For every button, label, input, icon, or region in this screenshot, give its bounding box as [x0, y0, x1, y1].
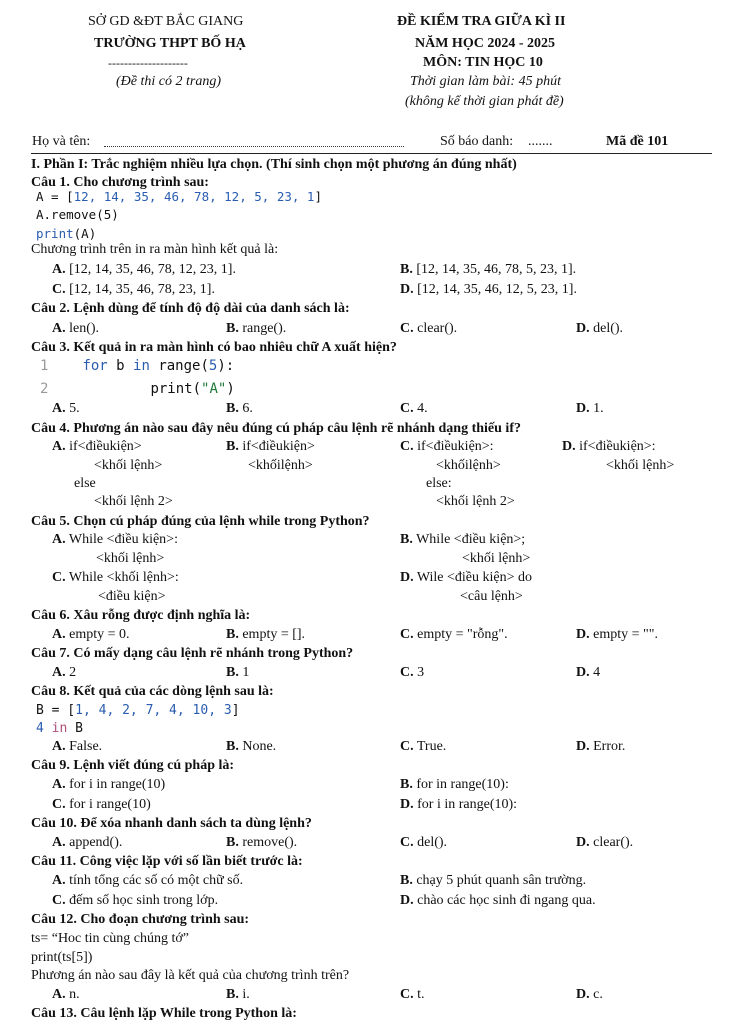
q9-title: Câu 9. Lệnh viết đúng cú pháp là: [31, 758, 235, 773]
school-year: NĂM HỌC 2024 - 2025 [415, 36, 555, 51]
q3-option-b[interactable]: B. 6. [226, 401, 253, 416]
q1-option-b[interactable]: B. [12, 14, 35, 46, 78, 5, 23, 1]. [400, 262, 577, 277]
exam-title: ĐỀ KIỂM TRA GIỮA KÌ II [397, 14, 566, 29]
q10-option-b[interactable]: B. remove(). [226, 835, 298, 850]
q11-title: Câu 11. Công việc lặp với số lần biết trước là: [31, 854, 303, 869]
q4-option-d-line2: <khối lệnh> [606, 458, 675, 473]
q10-option-d[interactable]: D. clear(). [576, 835, 634, 850]
subject: MÔN: TIN HỌC 10 [423, 55, 543, 70]
code-text: B = [ [36, 703, 76, 718]
q8-code-line1 [36, 703, 240, 719]
code-string: "A" [201, 381, 227, 397]
q8-option-a[interactable]: A. False. [52, 739, 103, 754]
q10-option-c[interactable]: C. del(). [400, 835, 448, 850]
q3-code-line2 [40, 381, 235, 397]
q6-option-c[interactable]: C. empty = "rỗng". [400, 627, 508, 642]
q10-option-a[interactable]: A. append(). [52, 835, 123, 850]
code-numbers: 1, 4, 2, 7, 4, 10, 3 [75, 703, 232, 718]
q2-option-d[interactable]: D. del(). [576, 321, 624, 336]
page-count-note: (Đề thi có 2 trang) [116, 74, 221, 89]
q5-title: Câu 5. Chọn cú pháp đúng của lệnh while trong Python? [31, 514, 370, 529]
q3-code-line1 [40, 358, 234, 374]
q4-option-a-line3: else [74, 476, 96, 491]
q3-option-c[interactable]: C. 4. [400, 401, 428, 416]
q6-option-b[interactable]: B. empty = []. [226, 627, 306, 642]
part-title: I. Phần I: Trắc nghiệm nhiều lựa chọn. (Thí sinh chọn một phương án đúng nhất) [31, 157, 517, 172]
duration-note: (không kể thời gian phát đề) [405, 94, 564, 109]
q8-code-line2 [36, 721, 83, 737]
q13-title: Câu 13. Câu lệnh lặp While trong Python là: [31, 1006, 297, 1021]
q12-stem: Phương án nào sau đây là kết quả của chương trình trên? [31, 968, 350, 983]
code-keyword: in [51, 721, 68, 736]
code-number: 5 [208, 358, 218, 374]
q12-option-d[interactable]: D. c. [576, 987, 603, 1002]
q8-title: Câu 8. Kết quả của các dòng lệnh sau là: [31, 684, 274, 699]
duration: Thời gian làm bài: 45 phút [410, 74, 561, 89]
q7-option-b[interactable]: B. 1 [226, 665, 250, 680]
q4-option-c-line2: <khốilệnh> [436, 458, 501, 473]
line-number: 2 [40, 381, 49, 397]
q11-option-d[interactable]: D. chào các học sinh đi ngang qua. [400, 893, 596, 908]
q9-option-c[interactable]: C. for i range(10) [52, 797, 151, 812]
q5-option-c-line2: <điều kiện> [98, 589, 166, 604]
q4-option-d[interactable]: D. if<điềukiện>: [562, 439, 656, 454]
q9-option-b[interactable]: B. for in range(10): [400, 777, 509, 792]
code-keyword: print [36, 226, 74, 241]
q11-option-b[interactable]: B. chạy 5 phút quanh sân trường. [400, 873, 587, 888]
q2-option-b[interactable]: B. range(). [226, 321, 287, 336]
name-label: Họ và tên: [32, 134, 91, 149]
code-text: ] [231, 703, 240, 718]
q8-option-d[interactable]: D. Error. [576, 739, 626, 754]
q2-title: Câu 2. Lệnh dùng để tính độ độ dài của danh sách là: [31, 301, 350, 316]
name-field[interactable] [104, 146, 404, 147]
code-text: print( [150, 381, 202, 397]
q12-option-a[interactable]: A. n. [52, 987, 80, 1002]
code-text: b [107, 358, 134, 374]
q3-option-a[interactable]: A. 5. [52, 401, 80, 416]
q6-option-d[interactable]: D. empty = "". [576, 627, 658, 642]
q5-option-b[interactable]: B. While <điều kiện>; [400, 532, 526, 547]
q7-option-c[interactable]: C. 3 [400, 665, 425, 680]
q1-title: Câu 1. Cho chương trình sau: [31, 175, 209, 190]
q11-option-a[interactable]: A. tính tổng các số có một chữ số. [52, 873, 244, 888]
code-text: ): [217, 358, 235, 374]
q4-option-b[interactable]: B. if<điềukiện> [226, 439, 315, 454]
q9-option-d[interactable]: D. for i in range(10): [400, 797, 518, 812]
q5-option-c[interactable]: C. While <khối lệnh>: [52, 570, 179, 585]
q9-option-a[interactable]: A. for i in range(10) [52, 777, 166, 792]
q7-title: Câu 7. Có mấy dạng câu lệnh rẽ nhánh trong Python? [31, 646, 354, 661]
q1-option-d[interactable]: D. [12, 14, 35, 46, 12, 5, 23, 1]. [400, 282, 577, 297]
q12-title: Câu 12. Cho đoạn chương trình sau: [31, 912, 250, 927]
q12-option-c[interactable]: C. t. [400, 987, 425, 1002]
q2-option-c[interactable]: C. clear(). [400, 321, 458, 336]
q6-option-a[interactable]: A. empty = 0. [52, 627, 130, 642]
q1-code-line2: A.remove(5) [36, 207, 119, 222]
code-number: 4 [36, 721, 52, 736]
q10-title: Câu 10. Để xóa nhanh danh sách ta dùng lệnh? [31, 816, 312, 831]
q5-option-a[interactable]: A. While <điều kiện>: [52, 532, 178, 547]
q1-option-a[interactable]: A. [12, 14, 35, 46, 78, 12, 23, 1]. [52, 262, 236, 277]
q4-option-a-line4: <khối lệnh 2> [94, 494, 173, 509]
code-text: (A) [73, 226, 97, 241]
q5-option-d-line2: <câu lệnh> [460, 589, 523, 604]
q4-option-c[interactable]: C. if<điềukiện>: [400, 439, 494, 454]
q4-option-a[interactable]: A. if<điềukiện> [52, 439, 142, 454]
q6-title: Câu 6. Xâu rỗng được định nghĩa là: [31, 608, 251, 623]
school-name: TRƯỜNG THPT BỐ HẠ [94, 36, 246, 51]
code-text: A = [ [36, 189, 74, 204]
q1-code-line3 [36, 226, 96, 242]
sbd-label: Số báo danh: [440, 134, 514, 149]
q2-option-a[interactable]: A. len(). [52, 321, 100, 336]
q1-stem: Chương trình trên in ra màn hình kết quả là: [31, 242, 279, 257]
q12-code-line1: ts= “Hoc tin cùng chúng tớ” [31, 931, 189, 946]
q4-title: Câu 4. Phương án nào sau đây nêu đúng cú pháp câu lệnh rẽ nhánh dạng thiếu if? [31, 421, 521, 436]
code-keyword: in [133, 358, 150, 374]
q8-option-c[interactable]: C. True. [400, 739, 447, 754]
q5-option-d[interactable]: D. Wile <điều kiện> do [400, 570, 533, 585]
q1-code-line1 [36, 189, 322, 205]
code-text: B [67, 721, 83, 736]
q7-option-d[interactable]: D. 4 [576, 665, 601, 680]
line-number: 1 [40, 358, 49, 374]
code-numbers: 12, 14, 35, 46, 78, 12, 5, 23, 1 [73, 189, 315, 204]
q11-option-c[interactable]: C. đếm số học sinh trong lớp. [52, 893, 219, 908]
header-dashes: -------------------- [108, 56, 188, 70]
code-text: ] [314, 189, 322, 204]
q7-option-a[interactable]: A. 2 [52, 665, 77, 680]
code-keyword: for [82, 358, 108, 374]
q12-code-line2: print(ts[5]) [31, 950, 93, 965]
q4-option-c-line4: <khối lệnh 2> [436, 494, 515, 509]
q12-option-b[interactable]: B. i. [226, 987, 250, 1002]
divider [31, 153, 712, 154]
q3-title: Câu 3. Kết quả in ra màn hình có bao nhiêu chữ A xuất hiện? [31, 340, 397, 355]
code-text: ) [226, 381, 235, 397]
code-text: range( [149, 358, 209, 374]
q4-option-b-line2: <khốilệnh> [248, 458, 313, 473]
q5-option-a-line2: <khối lệnh> [96, 551, 165, 566]
q1-option-c[interactable]: C. [12, 14, 35, 46, 78, 23, 1]. [52, 282, 215, 297]
q4-option-c-line3: else: [426, 476, 452, 491]
q5-option-b-line2: <khối lệnh> [462, 551, 531, 566]
q3-option-d[interactable]: D. 1. [576, 401, 604, 416]
q4-option-a-line2: <khối lệnh> [94, 458, 163, 473]
school-dept: SỞ GD &ĐT BẮC GIANG [88, 14, 244, 29]
sbd-field[interactable]: ....... [528, 134, 553, 149]
q8-option-b[interactable]: B. None. [226, 739, 277, 754]
exam-code: Mã đề 101 [606, 134, 669, 149]
